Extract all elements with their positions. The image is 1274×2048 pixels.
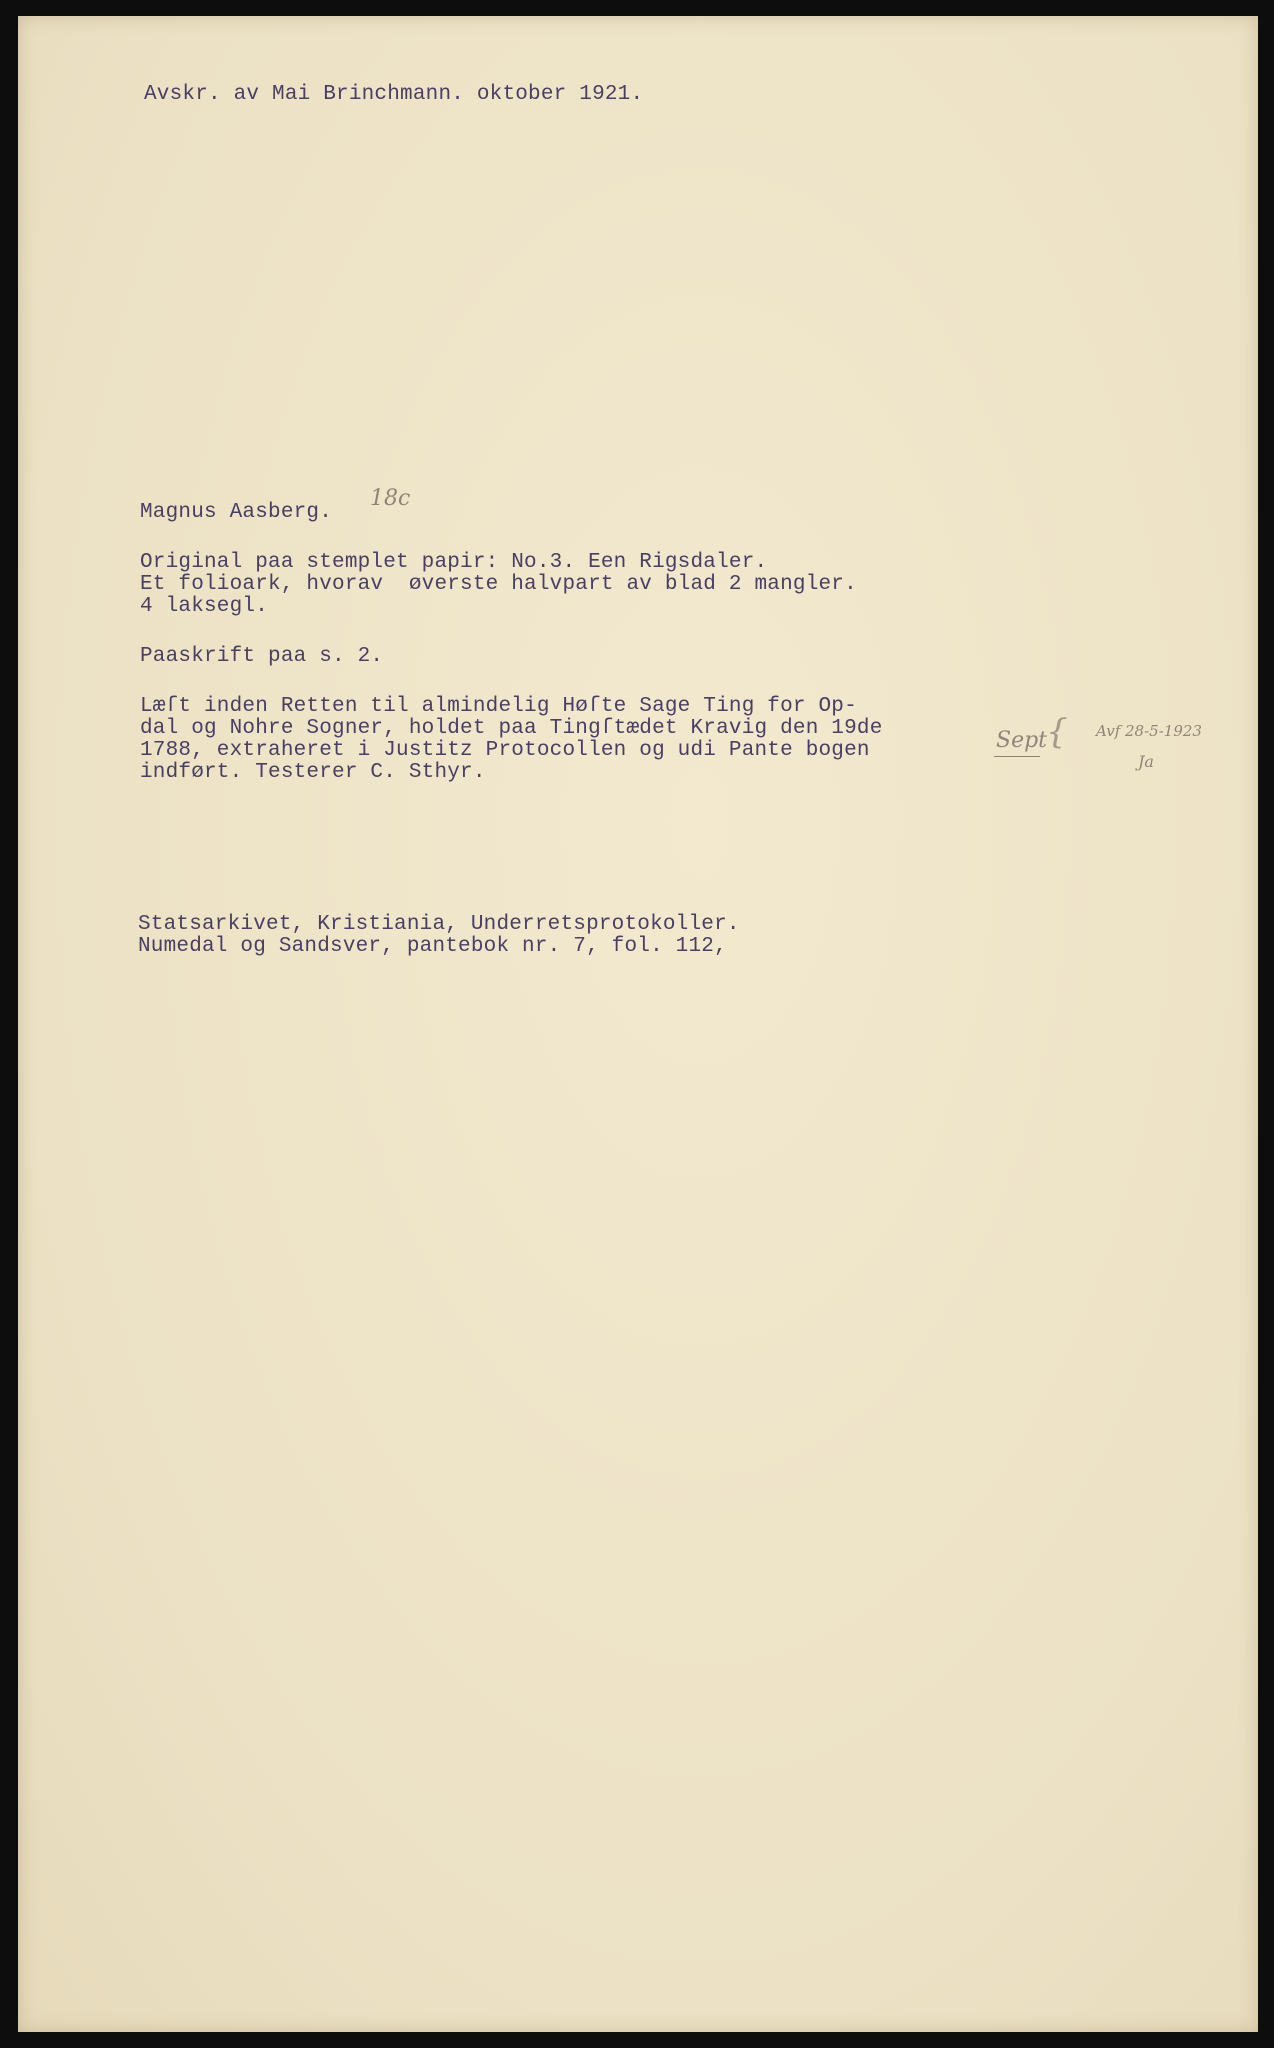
endorsement-heading: Paaskrift paa s. 2. (140, 645, 384, 668)
endorsement-line-1: Læſt inden Retten til almindelig Høſte Sage Ting for Op- (140, 695, 857, 718)
source-line-1: Statsarkivet, Kristiania, Underretsprotokoller. (138, 913, 740, 936)
entry-name: Magnus Aasberg. (140, 501, 333, 524)
name-annotation: 18c (370, 486, 411, 511)
margin-note-right-top: Avf 28-5-1923 (1096, 722, 1202, 740)
description-line-3: 4 laksegl. (140, 595, 269, 618)
source-line-2: Numedal og Sandsver, pantebok nr. 7, fol. 112, (138, 935, 727, 958)
margin-note-left: Sept (996, 728, 1048, 753)
margin-note-right-bottom: Ja (1138, 752, 1154, 771)
description-line-2: Et folioark, hvorav øverste halvpart av blad 2 mangler. (140, 573, 857, 596)
document-page (18, 16, 1258, 2032)
description-line-1: Original paa stemplet papir: No.3. Een Rigsdaler. (140, 551, 768, 574)
endorsement-line-2: dal og Nohre Sogner, holdet paa Tingſtædet Kravig den 19de (140, 717, 883, 740)
endorsement-line-4: indført. Testerer C. Sthyr. (140, 761, 486, 784)
endorsement-line-3: 1788, extraheret i Justitz Protocollen og udi Pante bogen (140, 739, 870, 762)
margin-underline (994, 756, 1040, 757)
transcriber-line: Avskr. av Mai Brinchmann. oktober 1921. (144, 83, 644, 106)
margin-brace: { (1046, 712, 1068, 752)
